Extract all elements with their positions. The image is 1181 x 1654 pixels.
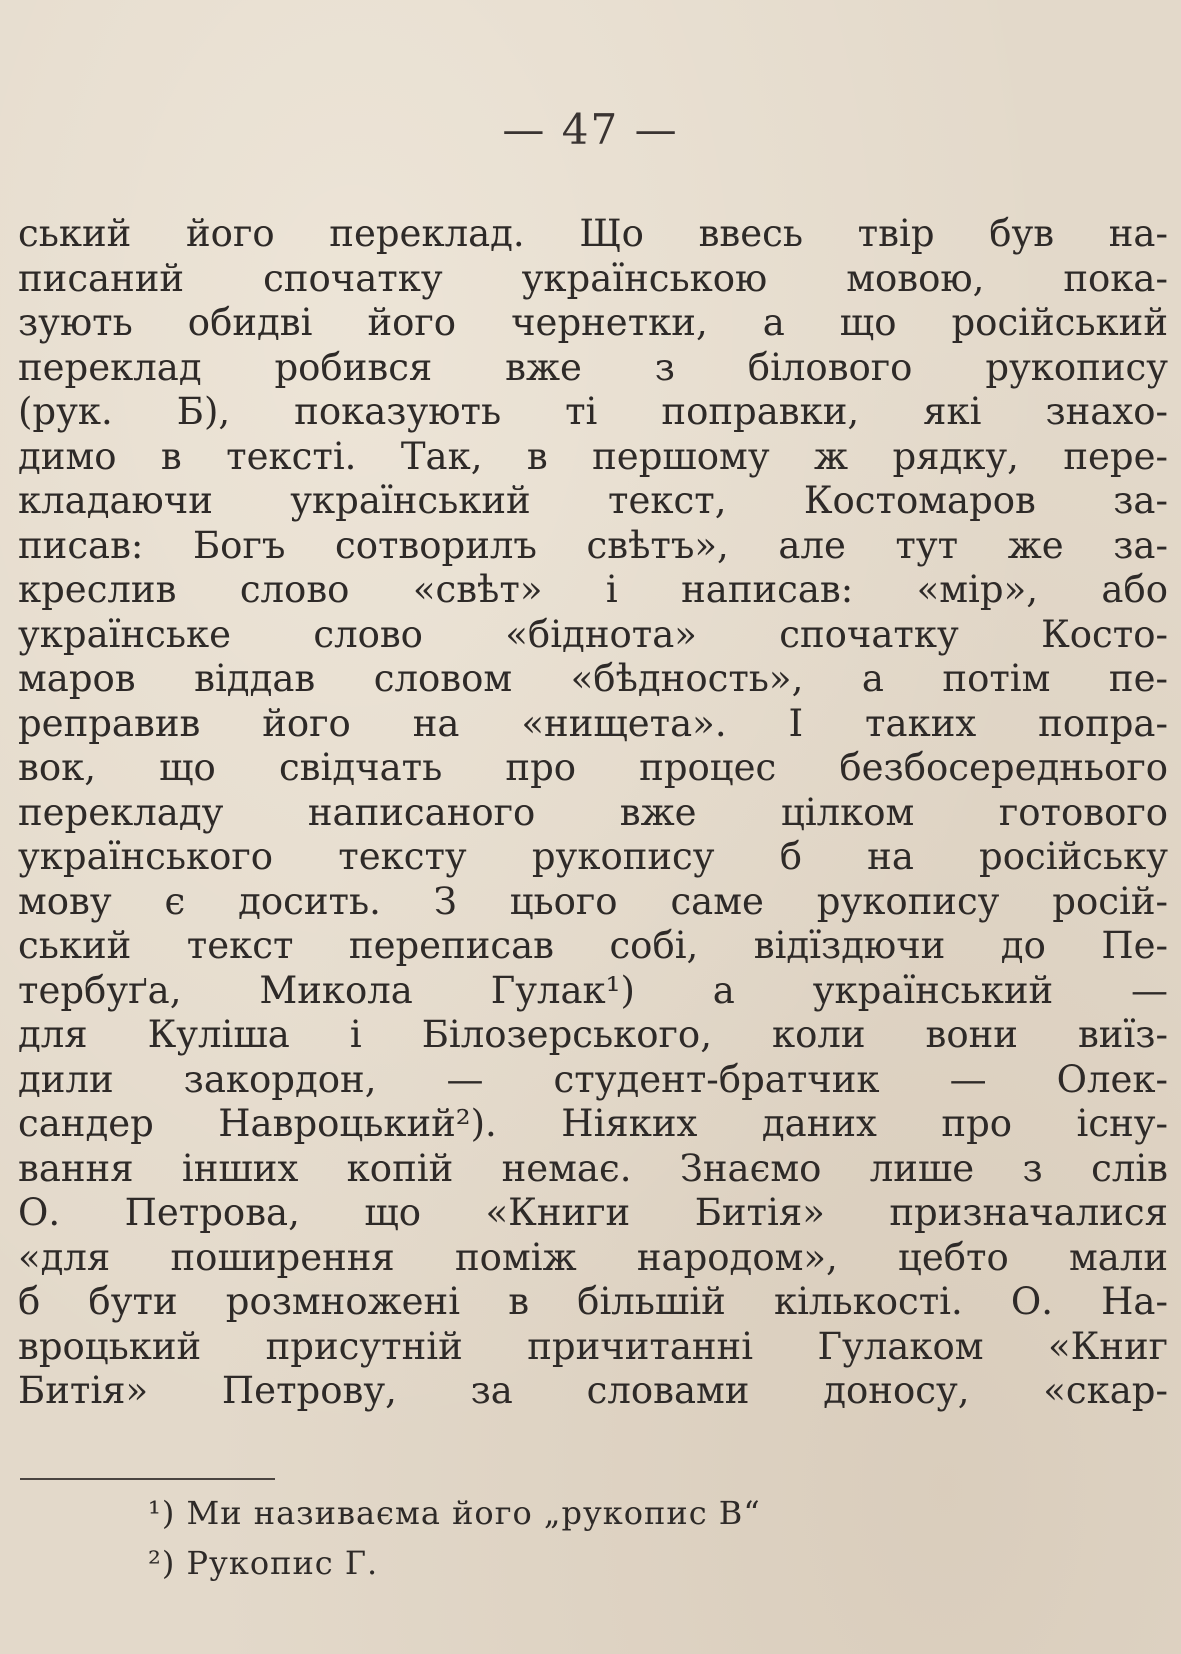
text-line: димо в тексті. Так, в першому ж рядку, пере-: [18, 434, 1168, 478]
text-line: ський текст переписав собі, відїздючи до Пе-: [18, 924, 1168, 967]
footnote-2: ²) Рукопис Г.: [148, 1544, 379, 1582]
text-line: сандер Навроцький²). Ніяких даних про існу-: [18, 1102, 1168, 1145]
text-line: писаний спочатку українською мовою, пока-: [18, 256, 1168, 300]
text-line: О. Петрова, що «Книги Битія» призначалися: [18, 1191, 1168, 1234]
text-line: мову є досить. З цього саме рукопису росій-: [18, 879, 1168, 923]
text-line: б бути розмножені в більшій кількості. О. На-: [18, 1280, 1168, 1323]
text-line: вроцький присутній причитанні Гулаком «Книг: [18, 1324, 1168, 1368]
text-line: українського тексту рукопису б на російську: [18, 835, 1168, 878]
footnotes: [148, 1488, 1048, 1588]
text-line: для Куліша і Білозерського, коли вони виїз-: [18, 1013, 1168, 1056]
text-line: перекладу написаного вже цілком готового: [18, 790, 1168, 834]
text-line: кладаючи український текст, Костомаров за-: [18, 479, 1168, 522]
text-line: переклад робився вже з білового рукопису: [18, 345, 1168, 389]
text-line: дили закордон, — студент-братчик — Олек-: [18, 1057, 1168, 1101]
text-line: Битія» Петрову, за словами доносу, «скар-: [18, 1369, 1168, 1412]
footnote-1: ¹) Ми називаєма його „рукопис В“: [148, 1494, 761, 1532]
text-line: ський його переклад. Що ввесь твір був на-: [18, 212, 1168, 255]
footnote-divider: [20, 1478, 275, 1480]
text-line: вок, що свідчать про процес безбосереднього: [18, 746, 1168, 789]
body-text: [18, 212, 1168, 1414]
page-number: — 47 —: [502, 105, 679, 154]
text-line: писав: Богъ сотворилъ свѣтъ», але тут же за-: [18, 523, 1168, 567]
text-line: реправив його на «нищета». І таких попра-: [18, 701, 1168, 745]
text-line: зують обидві його чернетки, а що російський: [18, 301, 1168, 344]
text-line: маров віддав словом «бѣдность», а потім пе-: [18, 657, 1168, 700]
text-line: тербуґа, Микола Гулак¹) а український —: [18, 968, 1168, 1012]
text-line: українське слово «біднота» спочатку Косто-: [18, 612, 1168, 656]
text-line: «для поширення поміж народом», цебто мали: [18, 1235, 1168, 1279]
text-line: вання інших копій немає. Знаємо лише з слів: [18, 1146, 1168, 1190]
text-line: (рук. Б), показують ті поправки, які знахо-: [18, 390, 1168, 433]
text-line: креслив слово «свѣт» і написав: «мір», або: [18, 568, 1168, 611]
